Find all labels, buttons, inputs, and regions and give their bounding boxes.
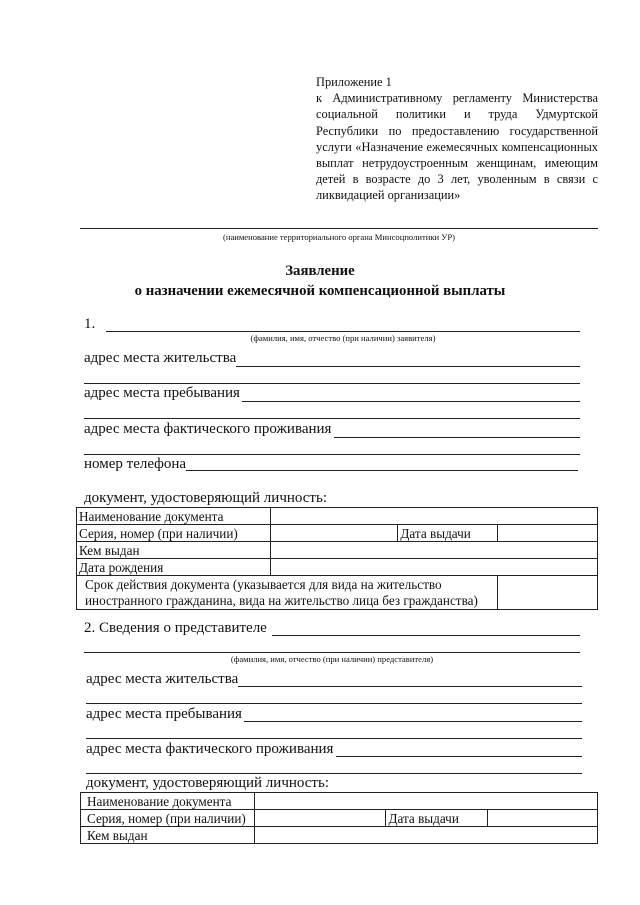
representative-name-caption: (фамилия, имя, отчество (при наличии) представителя)	[230, 654, 434, 664]
id-document-label: документ, удостоверяющий личность:	[84, 490, 327, 506]
rep-issued-by-value[interactable]	[254, 827, 597, 844]
rep-actual-address-label: адрес места фактического проживания	[86, 741, 334, 757]
appendix-block	[316, 74, 598, 204]
rep-issued-by-label: Кем выдан	[81, 827, 255, 844]
issued-by-value[interactable]	[270, 542, 597, 559]
organ-caption: (наименование территориального органа Минсоцполитики УР)	[222, 232, 455, 242]
actual-address-field-line2[interactable]	[84, 454, 580, 455]
appendix-text: к Административному регламенту Министерства социальной политики и труда Удмуртской Республики по предоставлению государственной услуги «Назначение ежемесячных компенсационных выплат нетрудоустроенным женщинам, имеющим детей в возрасте до 3 лет, уволенным в связи с ликвидацией организации»	[316, 91, 598, 203]
phone-label: номер телефона	[84, 456, 187, 472]
rep-series-label: Серия, номер (при наличии)	[81, 810, 255, 827]
rep-issue-date-label: Дата выдачи	[386, 810, 488, 827]
appendix-title: Приложение 1	[316, 75, 392, 89]
rep-stay-field-line2[interactable]	[86, 738, 582, 739]
residence-field[interactable]	[236, 366, 580, 367]
representative-id-table	[80, 792, 598, 844]
stay-field-line2[interactable]	[84, 418, 580, 419]
applicant-id-table	[76, 507, 598, 610]
document-subtitle: о назначении ежемесячной компенсационной выплаты	[134, 283, 506, 299]
rep-issue-date-value[interactable]	[488, 810, 598, 827]
issued-by-label: Кем выдан	[77, 542, 271, 559]
table-row	[77, 576, 598, 610]
series-value[interactable]	[270, 525, 398, 542]
stay-label: адрес места пребывания	[84, 385, 240, 401]
rep-residence-field[interactable]	[238, 686, 582, 687]
residence-label: адрес места жительства	[84, 350, 237, 366]
validity-value[interactable]	[498, 576, 598, 610]
rep-series-value[interactable]	[254, 810, 386, 827]
residence-field-line2[interactable]	[84, 383, 580, 384]
validity-label: Срок действия документа (указывается для вида на жительство иностранного гражданина, вида на жительство лица без гражданства)	[77, 576, 498, 610]
applicant-name-field[interactable]	[106, 331, 580, 332]
table-row	[77, 559, 598, 576]
issue-date-value[interactable]	[498, 525, 598, 542]
table-row	[77, 542, 598, 559]
rep-actual-address-field-line2[interactable]	[86, 773, 582, 774]
table-row	[81, 793, 598, 810]
doc-name-label: Наименование документа	[77, 508, 271, 525]
rep-stay-label: адрес места пребывания	[86, 706, 242, 722]
birth-date-label: Дата рождения	[77, 559, 271, 576]
rep-actual-address-field[interactable]	[336, 756, 582, 757]
table-row	[81, 827, 598, 844]
actual-address-label: адрес места фактического проживания	[84, 421, 332, 437]
rep-residence-field-line2[interactable]	[86, 703, 582, 704]
table-row	[81, 810, 598, 827]
rep-residence-label: адрес места жительства	[86, 671, 239, 687]
birth-date-value[interactable]	[270, 559, 597, 576]
document-title: Заявление	[285, 263, 355, 279]
representative-name-field[interactable]	[272, 635, 580, 636]
representative-label: 2. Сведения о представителе	[84, 620, 267, 636]
organ-name-line[interactable]	[80, 228, 598, 229]
series-label: Серия, номер (при наличии)	[77, 525, 271, 542]
table-row	[77, 525, 598, 542]
section1-number: 1.	[84, 316, 96, 332]
table-row	[77, 508, 598, 525]
rep-id-document-label: документ, удостоверяющий личность:	[86, 775, 329, 791]
stay-field[interactable]	[242, 401, 580, 402]
rep-stay-field[interactable]	[244, 721, 582, 722]
actual-address-field[interactable]	[334, 437, 580, 438]
rep-doc-name-value[interactable]	[254, 793, 597, 810]
representative-name-field-line2[interactable]	[84, 652, 580, 653]
rep-doc-name-label: Наименование документа	[81, 793, 255, 810]
phone-field[interactable]	[186, 470, 578, 471]
applicant-name-caption: (фамилия, имя, отчество (при наличии) заявителя)	[250, 333, 436, 343]
issue-date-label: Дата выдачи	[398, 525, 498, 542]
doc-name-value[interactable]	[270, 508, 597, 525]
